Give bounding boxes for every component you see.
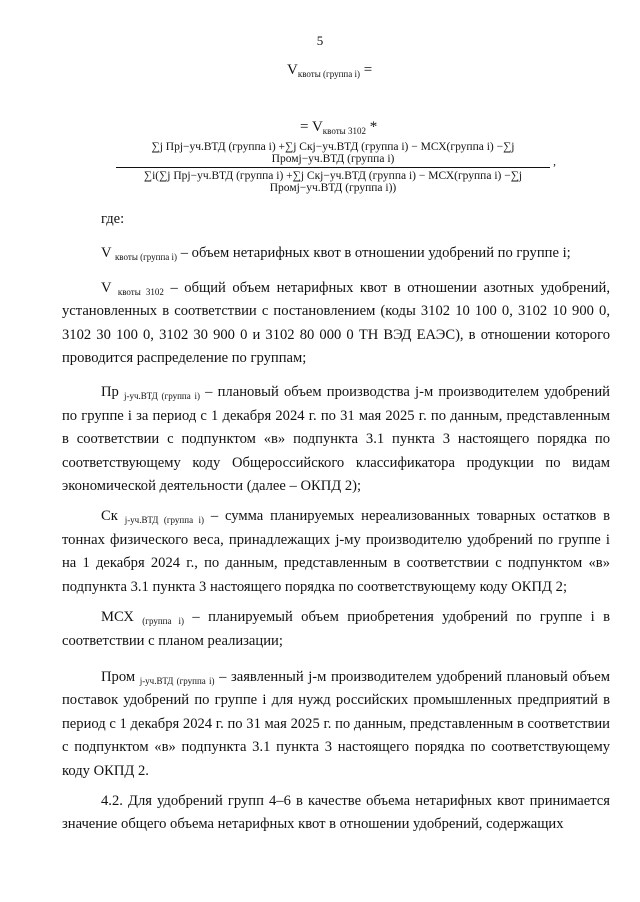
definition-msh (62, 606, 610, 653)
definition-pr (62, 381, 610, 498)
document-body (62, 208, 610, 837)
def-subscript: квоты (группа i) (114, 252, 178, 263)
definition-v-3102 (62, 277, 610, 371)
formula-equals: = (363, 62, 373, 78)
def-text: – сумма планируемых нереализованных товарных остатков в тоннах физического веса, принадлежащих j-му производителю удобрений по группе i на 1 декабря 2024 г., по данным, представленным в соответствии с подпунктом «в» подпункта 3.1 пункта 3 настоящего порядка по соответствующему коду ОКПД 2; (62, 508, 610, 595)
definition-v-group (62, 242, 610, 265)
def-text: – плановый объем производства j-м производителем удобрений по группе i за период с 1 декабря 2024 г. по 31 мая 2025 г. по данным, представленным в соответствии с подпунктом «в» подпункта 3.1 пункта 3 настоящего порядка по соответствующему коду Общероссийского классификатора продукции по видам экономической деятельности (далее – ОКПД 2); (62, 384, 610, 495)
page-number: 5 (316, 33, 324, 48)
formula-fraction (116, 141, 556, 194)
definition-sk (62, 505, 610, 599)
where-label: где: (101, 211, 125, 227)
fraction-comma: , (553, 156, 556, 168)
def-symbol: V (101, 245, 112, 262)
def-symbol: V (101, 279, 112, 296)
paragraph-4-2: 4.2. Для удобрений групп 4–6 в качестве объема нетарифных квот принимается значение общего объема нетарифных квот в отношении удобрений, содержащих (62, 792, 610, 833)
fraction-numerator: ∑j Прj−уч.ВТД (группа i) +∑j Скj−уч.ВТД (группа i) − МСХ(группа i) −∑j Промj−уч.ВТД (группа i) (151, 141, 515, 165)
def-subscript: квоты 3102 (117, 286, 164, 297)
def-text: – объем нетарифных квот в отношении удобрений по группе i; (177, 245, 571, 262)
formula-lhs (287, 62, 372, 79)
def-subscript: (группа i) (142, 616, 184, 627)
def-symbol: Пр (101, 384, 119, 401)
formula-rhs (300, 119, 377, 136)
fraction-denominator: ∑i(∑j Прj−уч.ВТД (группа i) +∑j Скj−уч.ВТД (группа i) − МСХ(группа i) −∑j Промj−уч.ВТД (группа i)) (143, 170, 523, 194)
def-subscript: j-уч.ВТД (группа i) (124, 391, 200, 402)
def-symbol: МСХ (101, 609, 134, 626)
def-symbol: Пром (101, 668, 136, 685)
definition-prom (62, 666, 610, 783)
def-subscript: j-уч.ВТД (группа i) (139, 675, 215, 686)
def-symbol: Ск (101, 508, 118, 525)
def-subscript: j-уч.ВТД (группа i) (124, 515, 205, 526)
formula-lhs-symbol: V (287, 62, 298, 78)
def-text: – планируемый объем приобретения удобрений по группе i в соответствии с планом реализации; (62, 609, 611, 649)
def-text: – общий объем нетарифных квот в отношении азотных удобрений, установленных в соответствии с постановлением (коды 3102 10 100 0, 3102 10 900 0, 3102 30 100 0, 3102 30 900 0 и 3102 80 000 0 ТН ВЭД ЕАЭС), в отношении которого проводится распределение по группам; (62, 279, 611, 367)
formula-lhs-subscript: квоты (группа i) (297, 69, 360, 79)
def-text: – заявленный j-м производителем удобрений плановый объем поставок удобрений по группе i для нужд российских промышленных предприятий в период с 1 декабря 2024 г. по 31 мая 2025 г. по данным, представленным в соответствии с подпунктом «в» подпункта 3.1 пункта 3 настоящего порядка по соответствующему коду ОКПД 2. (62, 668, 610, 779)
formula-rhs-star: * (369, 119, 378, 135)
formula-rhs-prefix: = V (300, 119, 323, 135)
formula-rhs-subscript: квоты 3102 (322, 126, 366, 136)
